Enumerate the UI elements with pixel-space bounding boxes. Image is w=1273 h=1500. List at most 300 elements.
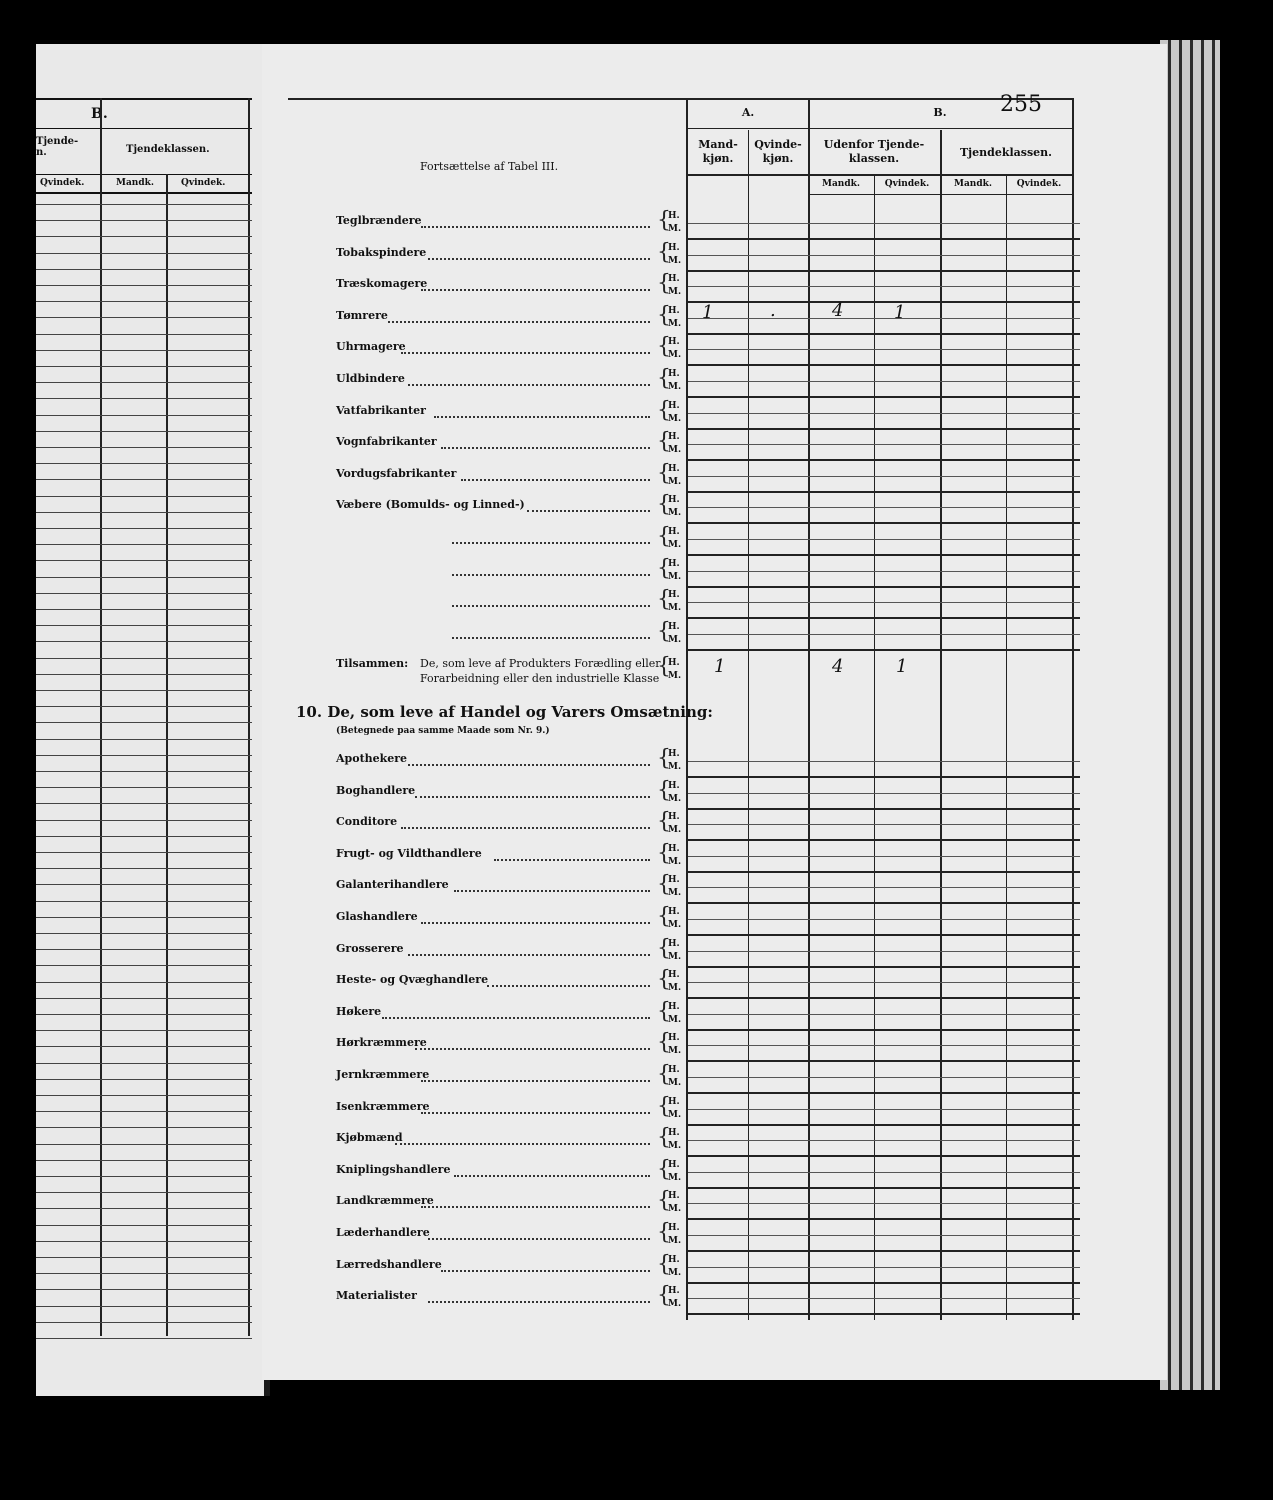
row-m-marker: M.	[668, 350, 682, 360]
grid-line-h	[688, 761, 1080, 762]
left-col-f: Qvindek.	[181, 178, 226, 188]
left-row-line	[36, 1225, 252, 1226]
grid-line-m	[688, 1250, 1080, 1252]
left-row-line	[36, 1079, 252, 1080]
left-row-line	[36, 982, 252, 983]
left-row-line	[36, 560, 252, 561]
grid-line-h	[688, 571, 1080, 572]
grid-line-m	[688, 333, 1080, 335]
leader-dots	[421, 1204, 650, 1208]
row-brace: {	[657, 1030, 671, 1055]
row-h-marker: H.	[668, 1191, 680, 1201]
grid-line-m	[688, 1124, 1080, 1126]
left-row-line	[36, 593, 252, 594]
left-row-line	[36, 1208, 252, 1209]
left-top-rule	[36, 98, 252, 100]
row-m-marker: M.	[668, 382, 682, 392]
left-row-line	[36, 641, 252, 642]
row-m-marker: M.	[668, 1299, 682, 1309]
left-row-line	[36, 1127, 252, 1128]
left-row-line	[36, 803, 252, 804]
row-label: Uhrmagere	[336, 340, 406, 353]
row-label: Tømrere	[336, 309, 388, 322]
leader-dots	[527, 508, 650, 512]
row-h-marker: H.	[668, 337, 680, 347]
row-brace: {	[657, 398, 671, 423]
grid-line-h	[688, 255, 1080, 256]
row-brace: {	[657, 999, 671, 1024]
col-line-6	[1006, 176, 1007, 1320]
grid-line-h	[688, 318, 1080, 319]
left-row-line	[36, 1289, 252, 1290]
left-row-line	[36, 949, 252, 950]
left-row-line	[36, 1257, 252, 1258]
row-label: Materialister	[336, 1289, 417, 1302]
row-brace: {	[657, 334, 671, 359]
row-label: Vognfabrikanter	[336, 435, 437, 448]
row-m-marker: M.	[668, 857, 682, 867]
grid-line-m	[688, 1029, 1080, 1031]
row-h-marker: H.	[668, 1160, 680, 1170]
leader-dots	[382, 1015, 650, 1019]
grid-line-h	[688, 444, 1080, 445]
leader-dots	[452, 635, 650, 639]
row-label: Kjøbmænd	[336, 1131, 403, 1144]
value-tomrere-a-mand: 1	[702, 302, 714, 323]
tilsammen-text-1: De, som leve af Produkters Forædling eller	[420, 657, 661, 670]
grid-line-m	[688, 428, 1080, 430]
header-rule-2	[686, 174, 1072, 176]
row-m-marker: M.	[668, 224, 682, 234]
left-row-line	[36, 253, 252, 254]
left-row-line	[36, 301, 252, 302]
row-m-marker: M.	[668, 1141, 682, 1151]
header-udenfor: Udenfor Tjende- klassen.	[823, 138, 925, 165]
row-label: Galanterihandlere	[336, 878, 449, 891]
grid-line-h	[688, 634, 1080, 635]
row-h-marker: H.	[668, 590, 680, 600]
table-top-rule	[288, 98, 1072, 100]
grid-line-m	[688, 1187, 1080, 1189]
row-label: Jernkræmmere	[336, 1068, 430, 1081]
row-h-marker: H.	[668, 1033, 680, 1043]
row-brace: {	[657, 809, 671, 834]
leader-dots	[401, 350, 650, 354]
grid-line-m	[688, 649, 1080, 651]
value-tilsammen-b-qvinde: 1	[896, 656, 908, 677]
row-label: Grosserere	[336, 942, 404, 955]
left-row-line	[36, 269, 252, 270]
left-row-line	[36, 1014, 252, 1015]
grid-line-m	[688, 808, 1080, 810]
leader-dots	[452, 572, 650, 576]
row-m-marker: M.	[668, 603, 682, 613]
row-h-marker: H.	[668, 464, 680, 474]
left-row-line	[36, 852, 252, 853]
leader-dots	[415, 794, 650, 798]
row-h-marker: H.	[668, 495, 680, 505]
grid-line-h	[688, 982, 1080, 983]
row-m-marker: M.	[668, 540, 682, 550]
left-row-line	[36, 236, 252, 237]
row-h-marker: H.	[668, 1286, 680, 1296]
grid-line-h	[688, 602, 1080, 603]
grid-line-m	[688, 364, 1080, 366]
left-row-line	[36, 398, 252, 399]
left-col-m: Mandk.	[116, 178, 154, 188]
left-row-line	[36, 528, 252, 529]
row-h-marker: H.	[668, 306, 680, 316]
row-h-marker: H.	[668, 369, 680, 379]
grid-line-h	[688, 919, 1080, 920]
value-tilsammen-a-mand: 1	[714, 656, 726, 677]
leader-dots	[441, 445, 650, 449]
left-row-line	[36, 366, 252, 367]
row-h-marker: H.	[668, 781, 680, 791]
grid-line-h	[688, 856, 1080, 857]
row-label: Kniplingshandlere	[336, 1163, 451, 1176]
row-m-marker: M.	[668, 477, 682, 487]
left-row-line	[36, 820, 252, 821]
section-10-subtitle: (Betegnede paa samme Maade som Nr. 9.)	[336, 726, 550, 736]
row-h-marker: H.	[668, 243, 680, 253]
grid-line-h	[688, 413, 1080, 414]
row-brace: {	[657, 240, 671, 265]
leader-dots	[452, 540, 650, 544]
header-b: B.	[933, 106, 947, 119]
row-label: Glashandlere	[336, 910, 418, 923]
row-h-marker: H.	[668, 749, 680, 759]
left-row-line	[36, 1176, 252, 1177]
row-m-marker: M.	[668, 1078, 682, 1088]
row-brace: {	[657, 1062, 671, 1087]
left-row-line	[36, 1111, 252, 1112]
grid-line-h	[688, 824, 1080, 825]
left-row-line	[36, 447, 252, 448]
row-brace: {	[657, 904, 671, 929]
left-row-line	[36, 577, 252, 578]
left-row-line	[36, 1046, 252, 1047]
grid-line-h	[688, 1014, 1080, 1015]
left-row-line	[36, 512, 252, 513]
left-row-line	[36, 901, 252, 902]
header-a: A.	[741, 106, 755, 119]
row-h-marker: H.	[668, 812, 680, 822]
row-h-marker: H.	[668, 1002, 680, 1012]
grid-line-h	[688, 1140, 1080, 1141]
header-rule-3	[808, 194, 1072, 195]
row-h-marker: H.	[668, 1065, 680, 1075]
grid-line-m	[688, 966, 1080, 968]
row-brace: {	[657, 271, 671, 296]
grid-line-m	[688, 586, 1080, 588]
row-h-marker: H.	[668, 622, 680, 632]
grid-line-h	[688, 1203, 1080, 1204]
left-row-line	[36, 917, 252, 918]
row-m-marker: M.	[668, 414, 682, 424]
col-line-7	[1072, 98, 1074, 1320]
left-row-line	[36, 690, 252, 691]
left-row-line	[36, 285, 252, 286]
left-row-line	[36, 220, 252, 221]
left-col-divider-3	[248, 98, 250, 1336]
header-qvindek-1: Qvindek.	[884, 179, 930, 189]
grid-line-h	[688, 1109, 1080, 1110]
row-label: Isenkræmmere	[336, 1100, 430, 1113]
row-m-marker: M.	[668, 1110, 682, 1120]
header-tjendeklassen: Tjendeklassen.	[960, 146, 1052, 159]
grid-line-m	[688, 1313, 1080, 1315]
row-m-marker: M.	[668, 287, 682, 297]
leader-dots	[494, 857, 650, 861]
grid-line-h	[688, 1298, 1080, 1299]
row-brace: {	[657, 841, 671, 866]
row-label: Conditore	[336, 815, 398, 828]
header-qvindekjon: Qvinde- kjøn.	[754, 138, 802, 165]
left-page	[36, 44, 270, 1396]
row-m-marker: M.	[668, 1236, 682, 1246]
leader-dots	[421, 920, 650, 924]
grid-line-m	[688, 1155, 1080, 1157]
row-m-marker: M.	[668, 952, 682, 962]
row-m-marker: M.	[668, 1046, 682, 1056]
row-label: Hørkræmmere	[336, 1036, 427, 1049]
row-label: Apothekere	[336, 752, 408, 765]
row-h-marker: H.	[668, 401, 680, 411]
left-row-line	[36, 204, 252, 205]
left-row-line	[36, 739, 252, 740]
row-label: Heste- og Qvæghandlere	[336, 973, 489, 986]
row-label: Uldbindere	[336, 372, 405, 385]
grid-line-m	[688, 301, 1080, 303]
header-qvindek-2: Qvindek.	[1016, 179, 1062, 189]
left-row-line	[36, 1144, 252, 1145]
leader-dots	[452, 603, 650, 607]
row-m-marker: M.	[668, 445, 682, 455]
row-label: Væbere (Bomulds- og Linned-)	[336, 498, 525, 511]
left-row-line	[36, 933, 252, 934]
row-h-marker: H.	[668, 559, 680, 569]
row-brace: {	[657, 366, 671, 391]
left-row-line	[36, 1095, 252, 1096]
row-brace: {	[657, 524, 671, 549]
grid-line-h	[688, 476, 1080, 477]
row-brace: {	[657, 1188, 671, 1213]
grid-line-h	[688, 887, 1080, 888]
row-label: Træskomagere	[336, 277, 428, 290]
left-row-line	[36, 1273, 252, 1274]
left-col-f-left: Qvindek.	[40, 178, 85, 188]
grid-line-m	[688, 270, 1080, 272]
row-m-marker: M.	[668, 762, 682, 772]
row-m-marker: M.	[668, 1268, 682, 1278]
row-brace: {	[657, 872, 671, 897]
left-row-line	[36, 836, 252, 837]
row-brace: {	[657, 303, 671, 328]
row-label: Landkræmmere	[336, 1194, 434, 1207]
leader-dots	[441, 1268, 650, 1272]
grid-line-h	[688, 539, 1080, 540]
row-label: Vatfabrikanter	[336, 404, 426, 417]
row-label: Lærredshandlere	[336, 1258, 442, 1271]
grid-line-h	[688, 286, 1080, 287]
row-m-marker: M.	[668, 920, 682, 930]
left-row-line	[36, 544, 252, 545]
row-label: Tobakspindere	[336, 246, 427, 259]
col-line-4	[874, 176, 875, 1320]
left-row-line	[36, 431, 252, 432]
grid-line-m	[688, 776, 1080, 778]
left-row-line	[36, 884, 252, 885]
page-edges	[1160, 40, 1220, 1390]
row-brace: {	[657, 208, 671, 233]
col-line-2	[748, 130, 749, 1320]
left-row-line	[36, 463, 252, 464]
left-row-line	[36, 1322, 252, 1323]
page-number: 255	[1000, 92, 1042, 117]
left-row-line	[36, 706, 252, 707]
grid-line-m	[688, 238, 1080, 240]
value-tilsammen-b-mand: 4	[832, 656, 844, 677]
grid-line-m	[688, 997, 1080, 999]
grid-line-m	[688, 554, 1080, 556]
row-label: Teglbrændere	[336, 214, 422, 227]
leader-dots	[421, 287, 650, 291]
row-brace: {	[657, 1157, 671, 1182]
row-brace: {	[657, 461, 671, 486]
section-10-title: 10. De, som leve af Handel og Varers Omsætning:	[296, 703, 713, 721]
row-brace: {	[657, 619, 671, 644]
left-row-line	[36, 787, 252, 788]
leader-dots	[428, 1299, 650, 1303]
row-brace: {	[657, 778, 671, 803]
grid-line-m	[688, 839, 1080, 841]
row-h-marker: H.	[668, 1128, 680, 1138]
row-brace: {	[657, 1125, 671, 1150]
grid-line-m	[688, 459, 1080, 461]
left-row-line	[36, 1192, 252, 1193]
row-h-marker: H.	[668, 1255, 680, 1265]
left-row-line	[36, 1338, 252, 1339]
grid-line-m	[688, 871, 1080, 873]
left-row-line	[36, 415, 252, 416]
header-mandk-1: Mandk.	[822, 179, 860, 189]
row-label: Boghandlere	[336, 784, 416, 797]
row-m-marker: M.	[668, 888, 682, 898]
row-m-marker: M.	[668, 1015, 682, 1025]
row-h-marker: H.	[668, 432, 680, 442]
grid-line-m	[688, 617, 1080, 619]
left-col-class: Tjendeklassen.	[126, 144, 210, 155]
leader-dots	[401, 825, 650, 829]
grid-line-m	[688, 1218, 1080, 1220]
left-row-line	[36, 1160, 252, 1161]
grid-line-m	[688, 491, 1080, 493]
header-mandk-2: Mandk.	[954, 179, 992, 189]
grid-line-h	[688, 1172, 1080, 1173]
row-brace: {	[657, 967, 671, 992]
left-row-line	[36, 382, 252, 383]
left-row-line	[36, 755, 252, 756]
leader-dots	[428, 256, 650, 260]
leader-dots	[454, 1173, 650, 1177]
grid-line-m	[688, 522, 1080, 524]
row-m-marker: M.	[668, 508, 682, 518]
row-m-marker: M.	[668, 1173, 682, 1183]
value-tomrere-a-qvinde: .	[770, 300, 776, 321]
row-h-marker: H.	[668, 211, 680, 221]
header-rule-1	[686, 128, 1072, 129]
leader-dots	[388, 319, 650, 323]
row-brace: {	[657, 429, 671, 454]
leader-dots	[421, 224, 650, 228]
grid-line-h	[688, 1267, 1080, 1268]
leader-dots	[421, 1110, 650, 1114]
left-row-line	[36, 479, 252, 480]
row-brace: {	[657, 1252, 671, 1277]
left-col-overflow: Tjende- n.	[36, 136, 79, 158]
left-row-line	[36, 609, 252, 610]
grid-line-h	[688, 223, 1080, 224]
row-brace: {	[657, 1094, 671, 1119]
header-mandkjon: Mand- kjøn.	[698, 138, 738, 165]
row-brace: {	[657, 492, 671, 517]
grid-line-h	[688, 1045, 1080, 1046]
leader-dots	[415, 1046, 650, 1050]
value-tomrere-b-qvinde: 1	[894, 302, 906, 323]
left-row-line	[36, 722, 252, 723]
row-h-marker: H.	[668, 907, 680, 917]
grid-line-m	[688, 396, 1080, 398]
row-brace: {	[657, 1283, 671, 1308]
grid-line-m	[688, 1092, 1080, 1094]
row-m-marker: M.	[668, 825, 682, 835]
row-h-marker: H.	[668, 527, 680, 537]
tilsammen-text-2: Forarbeidning eller den industrielle Klasse	[420, 672, 660, 685]
row-m-marker: M.	[668, 256, 682, 266]
row-h-marker: H.	[668, 1097, 680, 1107]
value-tomrere-b-mand: 4	[832, 300, 844, 321]
left-col-divider-1	[100, 98, 102, 1336]
row-m-marker: M.	[668, 1204, 682, 1214]
left-head-rule	[36, 174, 252, 175]
row-brace: {	[657, 936, 671, 961]
leader-dots	[408, 762, 650, 766]
left-row-line	[36, 868, 252, 869]
row-brace: {	[657, 587, 671, 612]
leader-dots	[428, 1236, 650, 1240]
grid-line-m	[688, 1060, 1080, 1062]
grid-line-h	[688, 793, 1080, 794]
row-m-marker: M.	[668, 794, 682, 804]
left-row-line	[36, 674, 252, 675]
left-row-line	[36, 350, 252, 351]
row-label: Vordugsfabrikanter	[336, 467, 457, 480]
leader-dots	[408, 952, 650, 956]
row-h-marker: H.	[668, 970, 680, 980]
table-caption: Fortsættelse af Tabel III.	[420, 160, 559, 173]
tilsammen-brace: {	[657, 654, 671, 679]
grid-line-m	[688, 934, 1080, 936]
leader-dots	[408, 382, 650, 386]
grid-line-h	[688, 381, 1080, 382]
leader-dots	[461, 477, 650, 481]
left-mid-rule	[36, 128, 252, 129]
row-brace: {	[657, 746, 671, 771]
left-sub-rule	[36, 192, 252, 194]
left-row-line	[36, 1306, 252, 1307]
grid-line-h	[688, 507, 1080, 508]
